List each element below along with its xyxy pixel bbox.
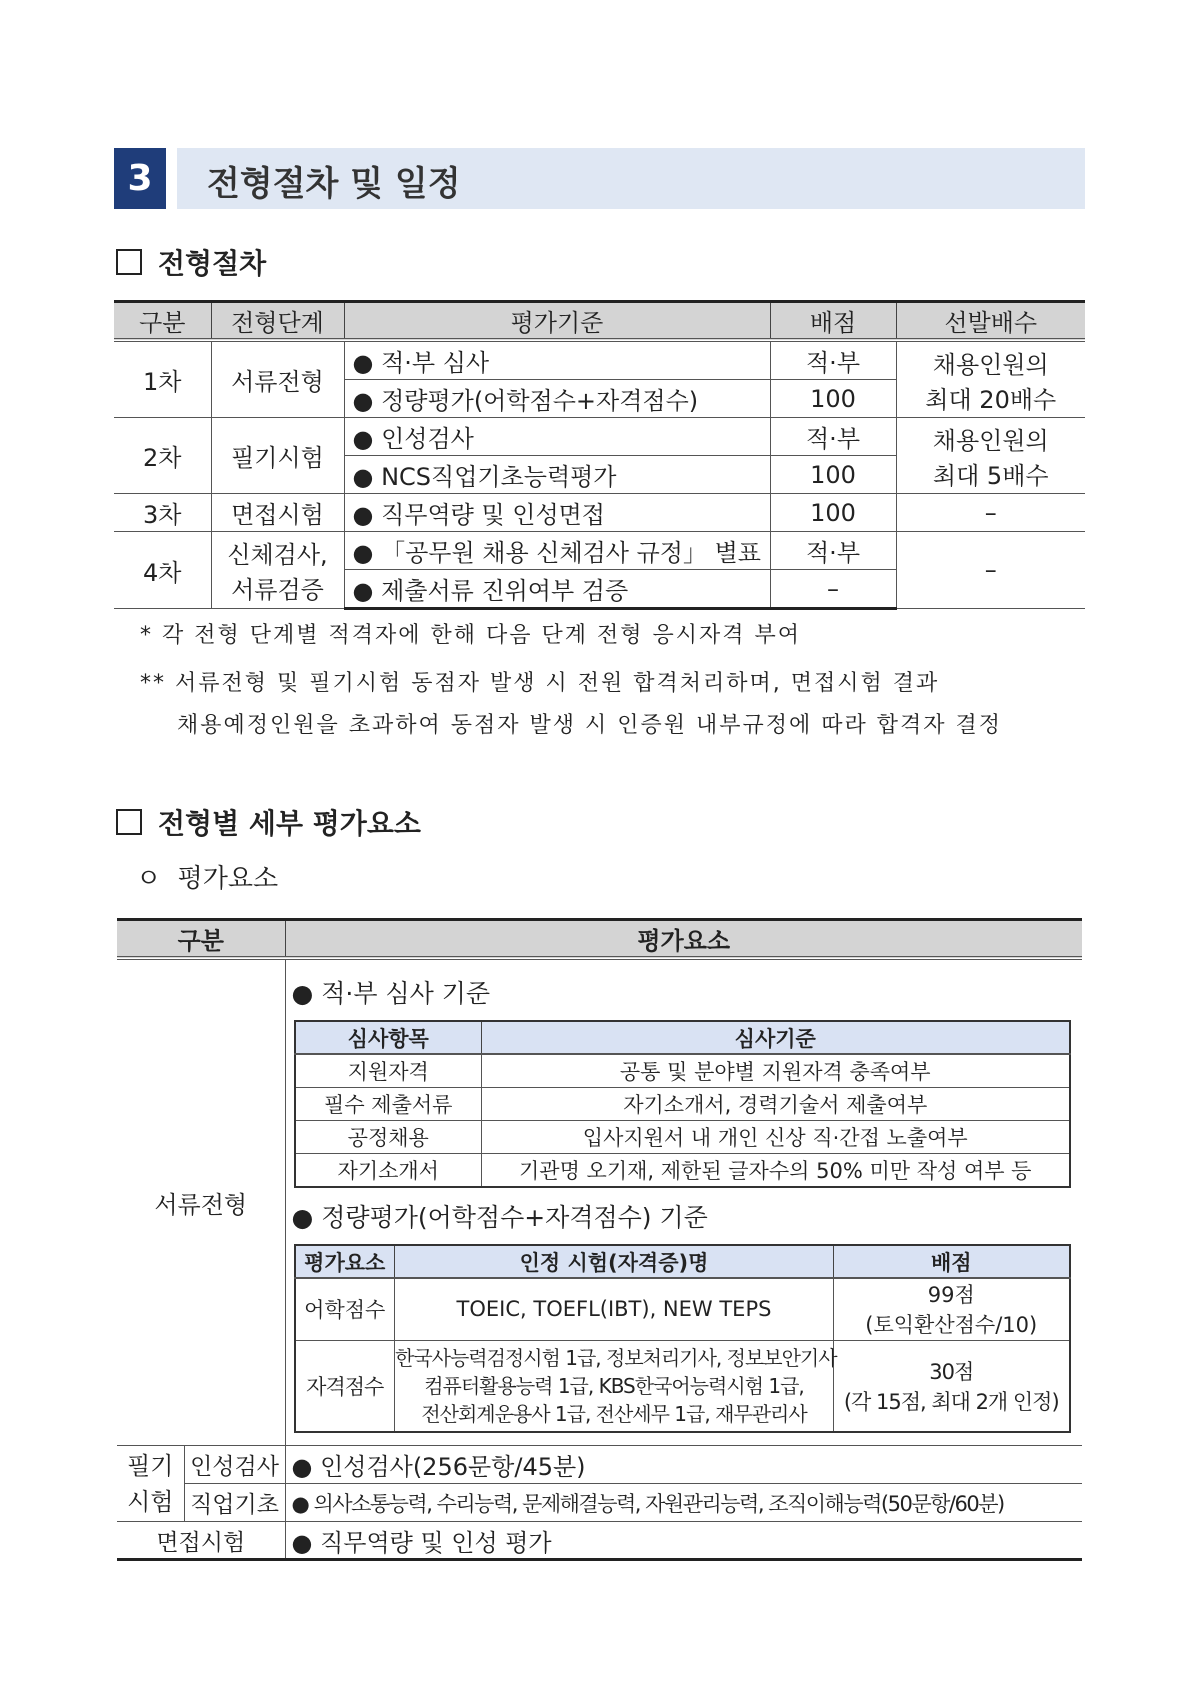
- row-label: 필기 시험: [117, 1446, 184, 1522]
- col-header: 구분: [117, 920, 285, 959]
- procedure-heading-text: 전형절차: [158, 247, 267, 280]
- detail-heading-text: 전형별 세부 평가요소: [158, 807, 421, 840]
- table-row: [117, 1484, 1082, 1522]
- criterion: ● 제출서류 진위여부 검증: [344, 570, 770, 609]
- detail-heading: [116, 802, 421, 842]
- note-2: ** 서류전형 및 필기시험 동점자 발생 시 전원 합격처리하며, 면접시험 결과: [140, 671, 940, 696]
- table-row: [117, 1446, 1082, 1484]
- evaluation-table: [117, 918, 1082, 1561]
- score: 100: [770, 456, 896, 494]
- stage-name: 면접시험: [211, 494, 344, 532]
- table-row: [114, 418, 1085, 456]
- note-1: * 각 전형 단계별 적격자에 한해 다음 단계 전형 응시자격 부여: [140, 623, 801, 648]
- score: –: [770, 570, 896, 609]
- criterion: ● 직무역량 및 인성 평가: [285, 1522, 1082, 1560]
- stage: 3차: [114, 494, 211, 532]
- doc-criteria: [285, 958, 1082, 1446]
- row-label: 서류전형: [117, 958, 285, 1446]
- table-row: 어학점수 TOEIC, TOEFL(IBT), NEW TEPS 99점 (토익환산점수/10): [295, 1278, 1070, 1340]
- table-row: 지원자격 공통 및 분야별 지원자격 충족여부: [295, 1054, 1070, 1088]
- table-row: [117, 1522, 1082, 1560]
- stage: 1차: [114, 340, 211, 418]
- ratio: 채용인원의 최대 5배수: [896, 418, 1085, 494]
- table-row: 필수 제출서류 자기소개서, 경력기술서 제출여부: [295, 1088, 1070, 1121]
- stage-name: 서류전형: [211, 340, 344, 418]
- score: 적·부: [770, 340, 896, 380]
- stage: 2차: [114, 418, 211, 494]
- table-row: [117, 958, 1082, 1446]
- procedure-table: [114, 300, 1085, 610]
- ratio: –: [896, 494, 1085, 532]
- criterion: ● 「공무원 채용 신체검사 규정」 별표: [344, 532, 770, 570]
- section-title: 전형절차 및 일정: [207, 164, 461, 204]
- criterion: ● 인성검사: [344, 418, 770, 456]
- ratio: –: [896, 532, 1085, 609]
- col-header: 구분: [114, 302, 211, 341]
- table-row: [114, 532, 1085, 570]
- stage-name: 필기시험: [211, 418, 344, 494]
- col-header: 선발배수: [896, 302, 1085, 341]
- col-header: 전형단계: [211, 302, 344, 341]
- circle-bullet-icon: ㅇ: [136, 864, 162, 894]
- pf-table: 심사항목 심사기준 지원자격 공통 및 분야별 지원자격 충족여부 필수 제출서류 자기소개서, 경력기술서 제출여부 공정채용 입사지원서 내 개인 신상 직·간접 노출여부 자기소개서 기관명 오기재, 제한된 글자수의 50% 미만 작성 여부 등: [294, 1020, 1071, 1188]
- detail-subheading: ㅇ 평가요소: [136, 864, 279, 894]
- col-header: 배점: [770, 302, 896, 341]
- criterion: ● 의사소통능력, 수리능력, 문제해결능력, 자원관리능력, 조직이해능력(50문항/60분): [285, 1484, 1082, 1522]
- note-2-continued: 채용예정인원을 초과하여 동점자 발생 시 인증원 내부규정에 따라 합격자 결정: [177, 713, 1003, 738]
- procedure-heading: [116, 242, 266, 282]
- quant-table: 평가요소 인정 시험(자격증)명 배점 어학점수 TOEIC, TOEFL(IBT), NEW TEPS 99점 (토익환산점수/10) 자격점수 한국사능력검정시험 1급, 정보처리기사, 정보보안기사 컴퓨터활용능력 1급, KBS한국어능력시험 1급, 전산회계운용사 1급, 전산세무 1급, 재무관리사 30점 (각 15점, 최대 2개 인정): [294, 1244, 1071, 1433]
- stage: 4차: [114, 532, 211, 609]
- row-label: 면접시험: [117, 1522, 285, 1560]
- table-row: 공정채용 입사지원서 내 개인 신상 직·간접 노출여부: [295, 1121, 1070, 1154]
- section-number: 3: [114, 148, 166, 209]
- criterion: ● 직무역량 및 인성면접: [344, 494, 770, 532]
- criterion: ● 인성검사(256문항/45분): [285, 1446, 1082, 1484]
- ratio: 채용인원의 최대 20배수: [896, 340, 1085, 418]
- criterion: ● 정량평가(어학점수+자격점수): [344, 380, 770, 418]
- checkbox-square-icon: [116, 249, 142, 275]
- score: 적·부: [770, 532, 896, 570]
- pf-title: ● 적·부 심사 기준: [291, 979, 491, 1008]
- sub-label: 인성검사: [184, 1446, 285, 1484]
- q-title: ● 정량평가(어학점수+자격점수) 기준: [291, 1203, 708, 1232]
- score: 100: [770, 380, 896, 418]
- col-header: 평가기준: [344, 302, 770, 341]
- score: 적·부: [770, 418, 896, 456]
- section-title-bar: [177, 148, 1085, 209]
- criterion: ● NCS직업기초능력평가: [344, 456, 770, 494]
- table-row: [114, 340, 1085, 380]
- criterion: ● 적·부 심사: [344, 340, 770, 380]
- score: 100: [770, 494, 896, 532]
- stage-name: 신체검사, 서류검증: [211, 532, 344, 609]
- table-row: 자격점수 한국사능력검정시험 1급, 정보처리기사, 정보보안기사 컴퓨터활용능력 1급, KBS한국어능력시험 1급, 전산회계운용사 1급, 전산세무 1급, 재무관리사 30점 (각 15점, 최대 2개 인정): [295, 1340, 1070, 1432]
- table-row: [114, 494, 1085, 532]
- col-header: 평가요소: [285, 920, 1082, 959]
- checkbox-square-icon: [116, 809, 142, 835]
- sub-label: 직업기초: [184, 1484, 285, 1522]
- table-row: 자기소개서 기관명 오기재, 제한된 글자수의 50% 미만 작성 여부 등: [295, 1154, 1070, 1188]
